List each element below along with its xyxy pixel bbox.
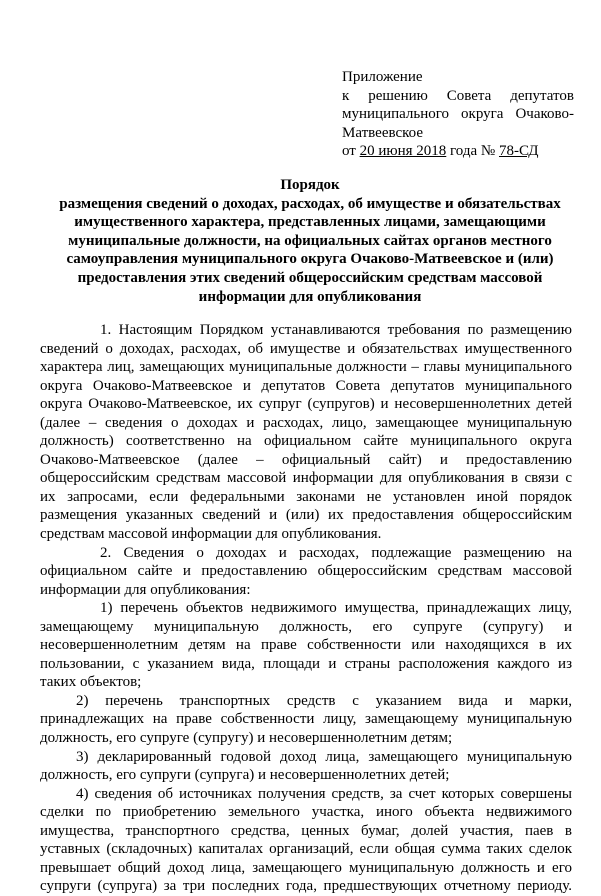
title-line: предоставления этих сведений общероссийским средствам массовой [77,269,543,286]
body-line: характера лиц, замещающих муниципальные должности – главы муниципального [40,359,572,376]
body-line: размещения указанных сведений и (или) их предоставления общероссийским [40,507,572,524]
body-line: принадлежащих на праве собственности лицу, замещающему муниципальную [40,711,572,728]
appendix-decision-line: к решению Совета депутатов [342,87,574,104]
body-line: средствам массовой информации для опубликования. [40,526,382,543]
body-line: имущества, транспортного средства, ценных бумаг, долей участия, паев в [40,822,572,839]
body-line: округа Очаково-Матвеевское и депутатов Совета депутатов муниципального [40,377,572,394]
body-line: 2) перечень транспортных средств с указанием вида и марки, [76,692,572,709]
decision-date: 20 июня 2018 [359,143,447,160]
title-line: самоуправления муниципального округа Очаково-Матвеевское и (или) [66,251,554,268]
body-line: информации для опубликования: [40,581,251,598]
body-line: сведений о доходах, расходах, об имуществе и обязательствах имущественного [40,340,572,357]
body-line: супруги (супруга) за три последних года, предшествующих отчетному периоду. [40,878,572,895]
document-body [40,321,572,896]
body-line: пользовании, с указанием вида, площади и страны расположения каждого из [40,655,572,672]
title-line: размещения сведений о доходах, расходах, об имуществе и обязательствах [59,195,561,212]
body-line: должность) соответственно на официальном сайте муниципального округа [40,433,572,450]
body-line: округа Очаково-Матвеевское, их супруг (супругов) и несовершеннолетних детей [40,396,572,413]
body-line: превышает общий доход лица, замещающего муниципальную должность и его [40,859,572,876]
body-line: 4) сведения об источниках получения средств, за счет которых совершены [76,785,572,802]
title-line: Порядок [280,177,340,193]
appendix-title: Приложение [342,69,423,85]
body-line: Очаково-Матвеевское (далее – официальный сайт) и предоставлению [40,451,572,468]
body-line: должность, его супруги (супруга) и несовершеннолетних детей; [40,767,450,784]
body-line: 2. Сведения о доходах и расходах, подлежащие размещению на [100,544,572,561]
appendix-header [342,68,574,161]
appendix-council-line: муниципального округа Очаково- [342,106,574,123]
title-line: информации для опубликования [198,288,422,305]
body-line: (далее – сведения о доходах и расходах, лицо, замещающее муниципальную [40,414,572,431]
body-line: таких объектов; [40,674,142,691]
body-line: их запросами, если федеральными законами не установлен иной порядок [40,488,572,505]
body-line: официальном сайте и предоставлению общероссийским средствам массовой [40,563,572,580]
document-title [30,176,590,306]
body-line: замещающему муниципальную должность, его супруге (супругу) и [40,618,572,635]
body-line: уставных (складочных) капиталах организаций, если общая сумма таких сделок [40,841,572,858]
date-prefix: от [342,143,360,160]
date-mid: года № [446,143,499,160]
decision-number: 78-СД [498,143,539,160]
body-line: 1) перечень объектов недвижимого имущества, принадлежащих лицу, [100,600,572,617]
body-line: 1. Настоящим Порядком устанавливаются требования по размещению [100,322,572,338]
appendix-district-line: Матвеевское [342,124,423,141]
body-line: должность, его супруге (супругу) и несовершеннолетним детям; [40,730,453,747]
body-line: 3) декларированный годовой доход лица, замещающего муниципальную [76,748,572,765]
appendix-date-line [342,142,574,161]
title-line: имущественного характера, представленных лицами, замещающими [74,214,546,231]
title-line: муниципальные должности, на официальных сайтах органов местного [68,232,552,249]
body-line: сделки по приобретению земельного участка, иного объекта недвижимого [40,804,572,821]
body-line: общероссийским средствам массовой информации для опубликования в связи с [40,470,572,487]
body-line: несовершеннолетним детям на праве собственности или находящихся в их [40,637,572,654]
